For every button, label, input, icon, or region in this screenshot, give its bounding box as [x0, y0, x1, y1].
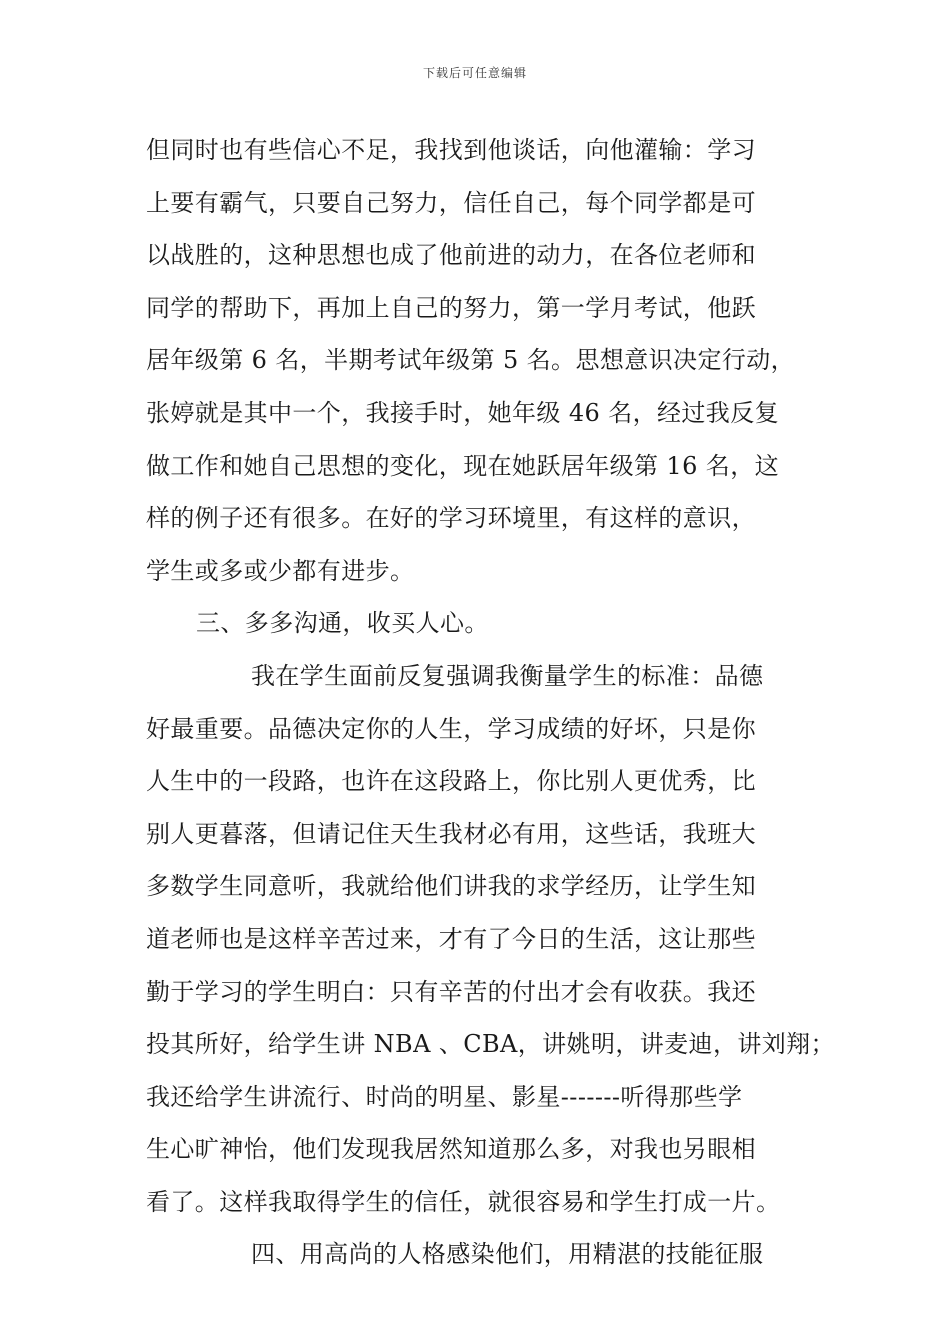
text-line: 学生或多或少都有进步。	[146, 556, 415, 585]
text-line: 张婷就是其中一个，我接手时，她年级 46 名，经过我反复	[146, 398, 779, 427]
text-line: 生心旷神怡，他们发现我居然知道那么多，对我也另眼相	[146, 1135, 756, 1164]
text-line: 看了。这样我取得学生的信任，就很容易和学生打成一片。	[146, 1187, 781, 1216]
text-line: 居年级第 6 名，半期考试年级第 5 名。思想意识决定行动，	[146, 346, 796, 375]
text-line: 我还给学生讲流行、时尚的明星、影星-------听得那些学	[146, 1082, 743, 1111]
text-line: 同学的帮助下，再加上自己的努力，第一学月考试，他跃	[146, 293, 756, 322]
text-line: 做工作和她自己思想的变化，现在她跃居年级第 16 名，这	[146, 451, 779, 480]
text-line: 别人更暮落，但请记住天生我材必有用，这些话，我班大	[146, 819, 756, 848]
text-line: 道老师也是这样辛苦过来，才有了今日的生活，这让那些	[146, 924, 756, 953]
text-line: 好最重要。品德决定你的人生，学习成绩的好坏，只是你	[146, 714, 756, 743]
text-line: 三、多多沟通，收买人心。	[196, 609, 489, 638]
text-line: 我在学生面前反复强调我衡量学生的标准：品德	[251, 661, 764, 690]
page-header: 下载后可任意编辑	[422, 66, 527, 80]
text-line: 勤于学习的学生明白：只有辛苦的付出才会有收获。我还	[146, 977, 756, 1006]
document-body	[146, 124, 835, 1281]
text-line: 样的例子还有很多。在好的学习环境里，有这样的意识，	[146, 504, 756, 533]
text-line: 四、用高尚的人格感染他们，用精湛的技能征服	[251, 1240, 764, 1269]
text-line: 人生中的一段路，也许在这段路上，你比别人更优秀，比	[146, 767, 756, 796]
text-line: 以战胜的，这种思想也成了他前进的动力，在各位老师和	[146, 241, 756, 270]
text-line: 多数学生同意听，我就给他们讲我的求学经历，让学生知	[146, 872, 756, 901]
text-line: 但同时也有些信心不足，我找到他谈话，向他灌输：学习	[146, 136, 756, 164]
text-line: 上要有霸气，只要自己努力，信任自己，每个同学都是可	[146, 188, 756, 217]
text-line: 投其所好，给学生讲 NBA 、CBA，讲姚明，讲麦迪，讲刘翔；	[146, 1030, 835, 1059]
